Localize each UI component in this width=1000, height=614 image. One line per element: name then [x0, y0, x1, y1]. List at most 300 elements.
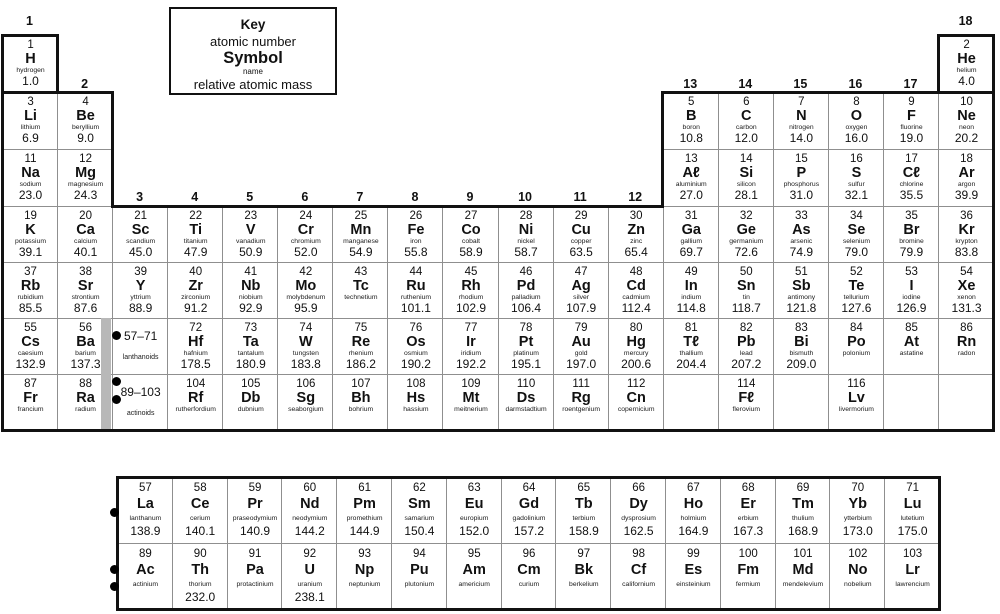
element-name: ytterbium	[843, 514, 872, 522]
group-label-9: 9	[466, 190, 474, 204]
element-symbol: As	[792, 221, 811, 238]
relative-atomic-mass	[829, 414, 884, 427]
element-name: polonium	[842, 350, 871, 357]
atomic-number: 84	[850, 321, 863, 334]
atomic-number: 92	[303, 548, 317, 560]
table-border	[992, 34, 995, 432]
element-symbol: Rg	[571, 389, 591, 406]
element-name: livermorium	[838, 406, 874, 413]
atomic-number: 2	[963, 38, 970, 51]
group-label-11: 11	[573, 190, 587, 204]
element-symbol: Db	[241, 389, 261, 406]
element-symbol: Cℓ	[902, 164, 921, 181]
atomic-number: 10	[960, 95, 973, 108]
element-cell-Be	[57, 92, 113, 150]
relative-atomic-mass: 58.9	[459, 245, 483, 259]
element-name: chromium	[290, 238, 321, 245]
group-label-13: 13	[683, 77, 698, 91]
atomic-number: 42	[299, 265, 313, 278]
element-symbol: Si	[739, 164, 754, 181]
element-cell-Cn	[608, 374, 664, 431]
relative-atomic-mass: 164.9	[678, 523, 709, 538]
relative-atomic-mass	[278, 414, 333, 427]
relative-atomic-mass: 52.0	[294, 245, 318, 259]
element-cell-Bi	[773, 318, 829, 375]
element-name: ruthenium	[400, 294, 432, 301]
relative-atomic-mass	[388, 414, 443, 427]
atomic-number: 60	[303, 482, 317, 494]
element-cell-Mn	[332, 206, 388, 263]
group-label-12: 12	[628, 190, 643, 204]
element-cell-Cr	[277, 206, 333, 263]
placeholder-label: actinoids	[126, 410, 155, 417]
element-symbol: Hf	[188, 333, 204, 350]
atomic-number: 61	[358, 482, 371, 494]
element-name: nobelium	[843, 580, 872, 588]
relative-atomic-mass: 167.3	[733, 523, 764, 538]
atomic-number: 108	[406, 377, 426, 390]
element-name: protactinium	[236, 580, 274, 588]
relative-atomic-mass	[499, 414, 554, 427]
element-cell-Fe	[387, 206, 443, 263]
relative-atomic-mass	[939, 358, 994, 371]
element-cell-Bh	[332, 374, 388, 431]
atomic-number: 46	[519, 265, 533, 278]
element-symbol: Zr	[188, 277, 203, 294]
relative-atomic-mass: 209.0	[786, 357, 817, 371]
element-name: gold	[574, 350, 588, 357]
element-cell-Li	[2, 92, 58, 150]
atomic-number: 14	[739, 152, 753, 165]
element-symbol: Pr	[247, 496, 263, 512]
relative-atomic-mass: 63.5	[569, 245, 593, 259]
element-name: gallium	[680, 238, 703, 245]
element-cell-Ti	[167, 206, 223, 263]
atomic-number: 33	[794, 209, 808, 222]
element-name: lithium	[20, 124, 41, 131]
atomic-number: 19	[24, 209, 37, 222]
table-border	[661, 91, 664, 208]
relative-atomic-mass: 23.0	[18, 188, 43, 202]
element-name: fermium	[735, 580, 761, 588]
element-symbol: U	[304, 562, 316, 578]
table-border	[1, 429, 995, 432]
group-label-2: 2	[81, 77, 89, 91]
element-symbol: Ca	[76, 221, 95, 238]
relative-atomic-mass	[3, 414, 58, 427]
element-name: copernicium	[617, 406, 655, 413]
element-symbol: Br	[903, 221, 920, 238]
element-symbol: Ga	[681, 221, 701, 238]
element-cell-Rg	[553, 374, 609, 431]
relative-atomic-mass: 101.1	[400, 301, 431, 315]
element-symbol: Fℓ	[738, 389, 755, 406]
element-name: iron	[410, 238, 422, 245]
relative-atomic-mass: 178.5	[180, 357, 211, 371]
atomic-number: 74	[299, 321, 313, 334]
element-name: silver	[573, 294, 590, 301]
placeholder-cell-actinoids	[112, 374, 168, 431]
relative-atomic-mass: 92.9	[239, 301, 263, 315]
atomic-number: 81	[684, 321, 698, 334]
relative-atomic-mass	[168, 414, 223, 427]
element-symbol: Ta	[242, 333, 259, 350]
element-name: bromine	[899, 238, 924, 245]
element-name: terbium	[572, 514, 596, 522]
atomic-number: 8	[853, 95, 860, 108]
element-symbol: Fe	[407, 221, 425, 238]
group-label-8: 8	[411, 190, 419, 204]
atomic-number: 93	[358, 548, 371, 560]
relative-atomic-mass: 158.9	[568, 523, 599, 538]
element-symbol: Nb	[241, 277, 261, 294]
group-label-1: 1	[26, 14, 33, 28]
atomic-number: 27	[464, 209, 478, 222]
atomic-number: 105	[241, 377, 261, 390]
element-name: flerovium	[732, 406, 761, 413]
element-symbol: Rn	[956, 333, 977, 350]
relative-atomic-mass: 32.1	[844, 188, 869, 202]
element-name: einsteinium	[676, 580, 711, 588]
element-cell-Fr	[2, 374, 58, 431]
element-symbol: Bh	[351, 389, 371, 406]
element-name: beryllium	[71, 124, 100, 131]
element-name: rhenium	[348, 350, 374, 357]
element-symbol: Be	[76, 107, 95, 124]
atomic-number: 48	[629, 265, 643, 278]
element-symbol: Sc	[131, 221, 150, 238]
element-symbol: Fr	[23, 389, 38, 406]
element-name: boron	[682, 124, 700, 131]
group-label-5: 5	[246, 190, 254, 204]
atomic-number: 59	[248, 482, 262, 494]
atomic-number: 28	[519, 209, 533, 222]
element-cell-Pb	[718, 318, 774, 375]
element-name: dysprosium	[621, 514, 656, 522]
relative-atomic-mass: 132.9	[15, 357, 46, 371]
element-cell-Ta	[222, 318, 278, 375]
placeholder-range: 89–103	[120, 385, 161, 399]
placeholder-label: lanthanoids	[122, 354, 159, 361]
element-symbol: Bi	[794, 333, 809, 350]
element-name: radon	[957, 350, 976, 357]
atomic-number: 15	[794, 152, 808, 165]
element-name: radium	[75, 406, 96, 413]
element-symbol: Nd	[300, 496, 320, 512]
element-name: manganese	[343, 238, 379, 245]
atomic-number: 95	[467, 548, 481, 560]
atomic-number: 25	[354, 209, 368, 222]
atomic-number: 63	[467, 482, 481, 494]
atomic-number: 34	[850, 209, 863, 222]
element-cell-Rn	[938, 318, 994, 375]
element-name: indium	[681, 294, 702, 301]
atomic-number: 47	[574, 265, 588, 278]
element-symbol: Tb	[574, 496, 593, 512]
element-symbol: Ar	[958, 164, 975, 181]
element-symbol: Sg	[296, 389, 316, 406]
element-cell-Ir	[442, 318, 498, 375]
element-cell-W	[277, 318, 333, 375]
element-cell-Kr	[938, 206, 994, 263]
atomic-number: 20	[79, 209, 92, 222]
atomic-number: 54	[960, 265, 973, 278]
atomic-number: 87	[24, 377, 37, 390]
element-cell-Nb	[222, 262, 278, 319]
relative-atomic-mass: 79.9	[899, 245, 924, 259]
relative-atomic-mass: 27.0	[679, 188, 703, 202]
element-cell-Ca	[57, 206, 113, 263]
placeholder-range: 57–71	[123, 329, 158, 343]
element-name: vanadium	[236, 238, 266, 245]
element-cell-I	[883, 262, 939, 319]
element-cell-Ga	[663, 206, 719, 263]
element-name: bismuth	[789, 350, 814, 357]
relative-atomic-mass: 102.9	[455, 301, 486, 315]
element-cell-V	[222, 206, 278, 263]
atomic-number: 31	[684, 209, 698, 222]
element-cell-Hg	[608, 318, 664, 375]
key-box	[169, 7, 337, 95]
element-cell-Ag	[553, 262, 609, 319]
element-cell-Os	[387, 318, 443, 375]
element-name: germanium	[729, 238, 764, 245]
element-cell-H	[2, 35, 58, 93]
element-symbol: Rh	[461, 277, 481, 294]
element-name: iridium	[460, 350, 481, 357]
element-name: helium	[956, 67, 977, 74]
relative-atomic-mass: 65.4	[624, 245, 648, 259]
element-symbol: Na	[21, 164, 40, 181]
atomic-number: 112	[627, 377, 646, 390]
element-name: arsenic	[790, 238, 813, 245]
element-name: cadmium	[622, 294, 650, 301]
lanthanoid-marker-dot	[112, 331, 121, 340]
element-symbol: Xe	[957, 277, 976, 294]
element-symbol: P	[796, 164, 807, 181]
relative-atomic-mass: 50.9	[239, 245, 263, 259]
relative-atomic-mass: 200.6	[621, 357, 652, 371]
element-cell-Al	[663, 149, 719, 207]
element-name: seaborgium	[288, 406, 324, 413]
element-name: strontium	[71, 294, 100, 301]
atomic-number: 96	[522, 548, 536, 560]
relative-atomic-mass: 24.3	[73, 188, 98, 202]
relative-atomic-mass: 16.0	[844, 131, 869, 145]
element-cell-Hs	[387, 374, 443, 431]
atomic-number: 6	[743, 95, 750, 108]
element-cell-Pd	[498, 262, 554, 319]
relative-atomic-mass	[443, 414, 498, 427]
key-atomic-number-label: atomic number	[210, 34, 296, 49]
element-name: potassium	[15, 238, 47, 245]
element-name: plutonium	[404, 580, 435, 588]
relative-atomic-mass: 35.5	[899, 188, 924, 202]
element-name: molybdenum	[286, 294, 326, 301]
element-cell-Tl	[663, 318, 719, 375]
element-cell-Rf	[167, 374, 223, 431]
element-name: copper	[570, 238, 592, 245]
element-cell-Br	[883, 206, 939, 263]
relative-atomic-mass: 55.8	[404, 245, 428, 259]
element-cell-Sr	[57, 262, 113, 319]
element-symbol: Ge	[736, 221, 756, 238]
element-cell-Sg	[277, 374, 333, 431]
lanthanoid-marker-dot	[110, 508, 119, 517]
atomic-number: 51	[794, 265, 808, 278]
element-name: hassium	[403, 406, 429, 413]
atomic-number: 77	[464, 321, 478, 334]
element-name: tin	[742, 294, 750, 301]
element-cell-Fl	[718, 374, 774, 431]
element-symbol: Au	[571, 333, 591, 350]
atomic-number: 102	[848, 548, 868, 560]
element-name: curium	[518, 580, 540, 588]
relative-atomic-mass: 45.0	[128, 245, 153, 259]
element-symbol: Ir	[466, 333, 476, 350]
atomic-number: 17	[905, 152, 918, 165]
element-symbol: Sb	[792, 277, 811, 294]
key-title: Key	[240, 17, 266, 32]
element-cell-Co	[442, 206, 498, 263]
actinoid-marker-dot	[110, 582, 119, 591]
element-symbol: Mt	[462, 389, 480, 406]
element-name: oxygen	[845, 124, 868, 131]
relative-atomic-mass: 138.9	[130, 523, 161, 538]
element-symbol: Sr	[77, 277, 94, 294]
element-symbol: Yb	[848, 496, 868, 512]
element-cell-Se	[828, 206, 884, 263]
element-symbol: Ru	[406, 277, 426, 294]
element-cell-P	[773, 149, 829, 207]
atomic-number: 39	[134, 265, 148, 278]
atomic-number: 55	[24, 321, 37, 334]
element-symbol: Po	[847, 333, 866, 350]
atomic-number: 56	[79, 321, 92, 334]
element-name: darmstadtium	[505, 406, 547, 413]
relative-atomic-mass	[223, 414, 278, 427]
relative-atomic-mass: 121.8	[786, 301, 817, 315]
group-label-18: 18	[958, 14, 973, 28]
element-symbol: Se	[847, 221, 866, 238]
element-name: astatine	[899, 350, 924, 357]
element-cell-Na	[2, 149, 58, 207]
element-symbol: Mg	[75, 164, 97, 181]
element-symbol: Tℓ	[683, 333, 700, 350]
element-symbol: Pd	[516, 277, 536, 294]
relative-atomic-mass: 173.0	[842, 523, 873, 538]
relative-atomic-mass: 39.1	[18, 245, 43, 259]
element-name: roentgenium	[562, 406, 601, 413]
element-symbol: V	[245, 221, 256, 238]
element-name: niobium	[238, 294, 263, 301]
element-name: bohrium	[348, 406, 374, 413]
atomic-number: 89	[139, 548, 152, 560]
element-symbol: O	[850, 107, 863, 124]
relative-atomic-mass: 204.4	[676, 357, 707, 371]
element-name: neodymium	[292, 514, 328, 522]
element-symbol: Fm	[737, 562, 760, 578]
element-name: carbon	[735, 124, 757, 131]
atomic-number: 16	[850, 152, 863, 165]
element-name: silicon	[736, 181, 756, 188]
relative-atomic-mass: 195.1	[511, 357, 542, 371]
relative-atomic-mass: 112.4	[621, 301, 651, 315]
relative-atomic-mass: 9.0	[77, 131, 94, 145]
atomic-number: 75	[354, 321, 368, 334]
element-name: hydrogen	[16, 67, 45, 74]
atomic-number: 82	[739, 321, 753, 334]
atomic-number: 57	[139, 482, 152, 494]
atomic-number: 73	[244, 321, 258, 334]
element-name: berkelium	[569, 580, 599, 588]
atomic-number: 58	[193, 482, 207, 494]
relative-atomic-mass: 114.8	[676, 301, 706, 315]
element-symbol: Pt	[518, 333, 534, 350]
atomic-number: 103	[902, 548, 923, 560]
element-symbol: N	[796, 107, 807, 124]
element-name: dubnium	[237, 406, 264, 413]
element-symbol: Mo	[295, 277, 317, 294]
element-symbol: H	[25, 50, 36, 67]
element-name: palladium	[511, 294, 541, 301]
element-name: thallium	[679, 350, 703, 357]
element-symbol: Ds	[516, 389, 536, 406]
table-border	[937, 34, 995, 37]
element-cell-Ar	[938, 149, 994, 207]
element-symbol: Pm	[353, 496, 376, 512]
element-name: antimony	[787, 294, 816, 301]
group-label-10: 10	[518, 190, 533, 204]
atomic-number: 4	[82, 95, 89, 108]
atomic-number: 101	[793, 548, 813, 560]
lanthanide-connector-strip	[101, 318, 111, 430]
relative-atomic-mass: 186.2	[345, 357, 376, 371]
element-cell-Ru	[387, 262, 443, 319]
relative-atomic-mass: 126.9	[896, 301, 927, 315]
element-symbol: Tc	[352, 277, 369, 294]
f-block-outline	[116, 476, 941, 612]
relative-atomic-mass: 127.6	[841, 301, 872, 315]
atomic-number: 100	[738, 548, 758, 560]
atomic-number: 71	[906, 482, 919, 494]
element-symbol: Dy	[629, 496, 648, 512]
element-name: technetium	[344, 294, 378, 301]
element-cell-Cd	[608, 262, 664, 319]
element-cell-At	[883, 318, 939, 375]
element-symbol: W	[298, 333, 313, 350]
atomic-number: 32	[739, 209, 753, 222]
element-name: tantalum	[237, 350, 264, 357]
relative-atomic-mass: 197.0	[566, 357, 597, 371]
relative-atomic-mass: 207.2	[731, 357, 762, 371]
element-name: cerium	[189, 514, 211, 522]
group-label-7: 7	[356, 190, 364, 204]
element-symbol: Tm	[792, 496, 814, 512]
element-symbol: S	[851, 164, 862, 181]
element-cell-Mg	[57, 149, 113, 207]
element-name: rubidium	[17, 294, 44, 301]
element-symbol: Eu	[464, 496, 484, 512]
relative-atomic-mass	[333, 302, 388, 315]
element-name: barium	[75, 350, 96, 357]
atomic-number: 40	[189, 265, 203, 278]
relative-atomic-mass	[719, 414, 774, 427]
atomic-number: 45	[464, 265, 478, 278]
atomic-number: 53	[905, 265, 918, 278]
atomic-number: 88	[79, 377, 92, 390]
element-cell-Sb	[773, 262, 829, 319]
